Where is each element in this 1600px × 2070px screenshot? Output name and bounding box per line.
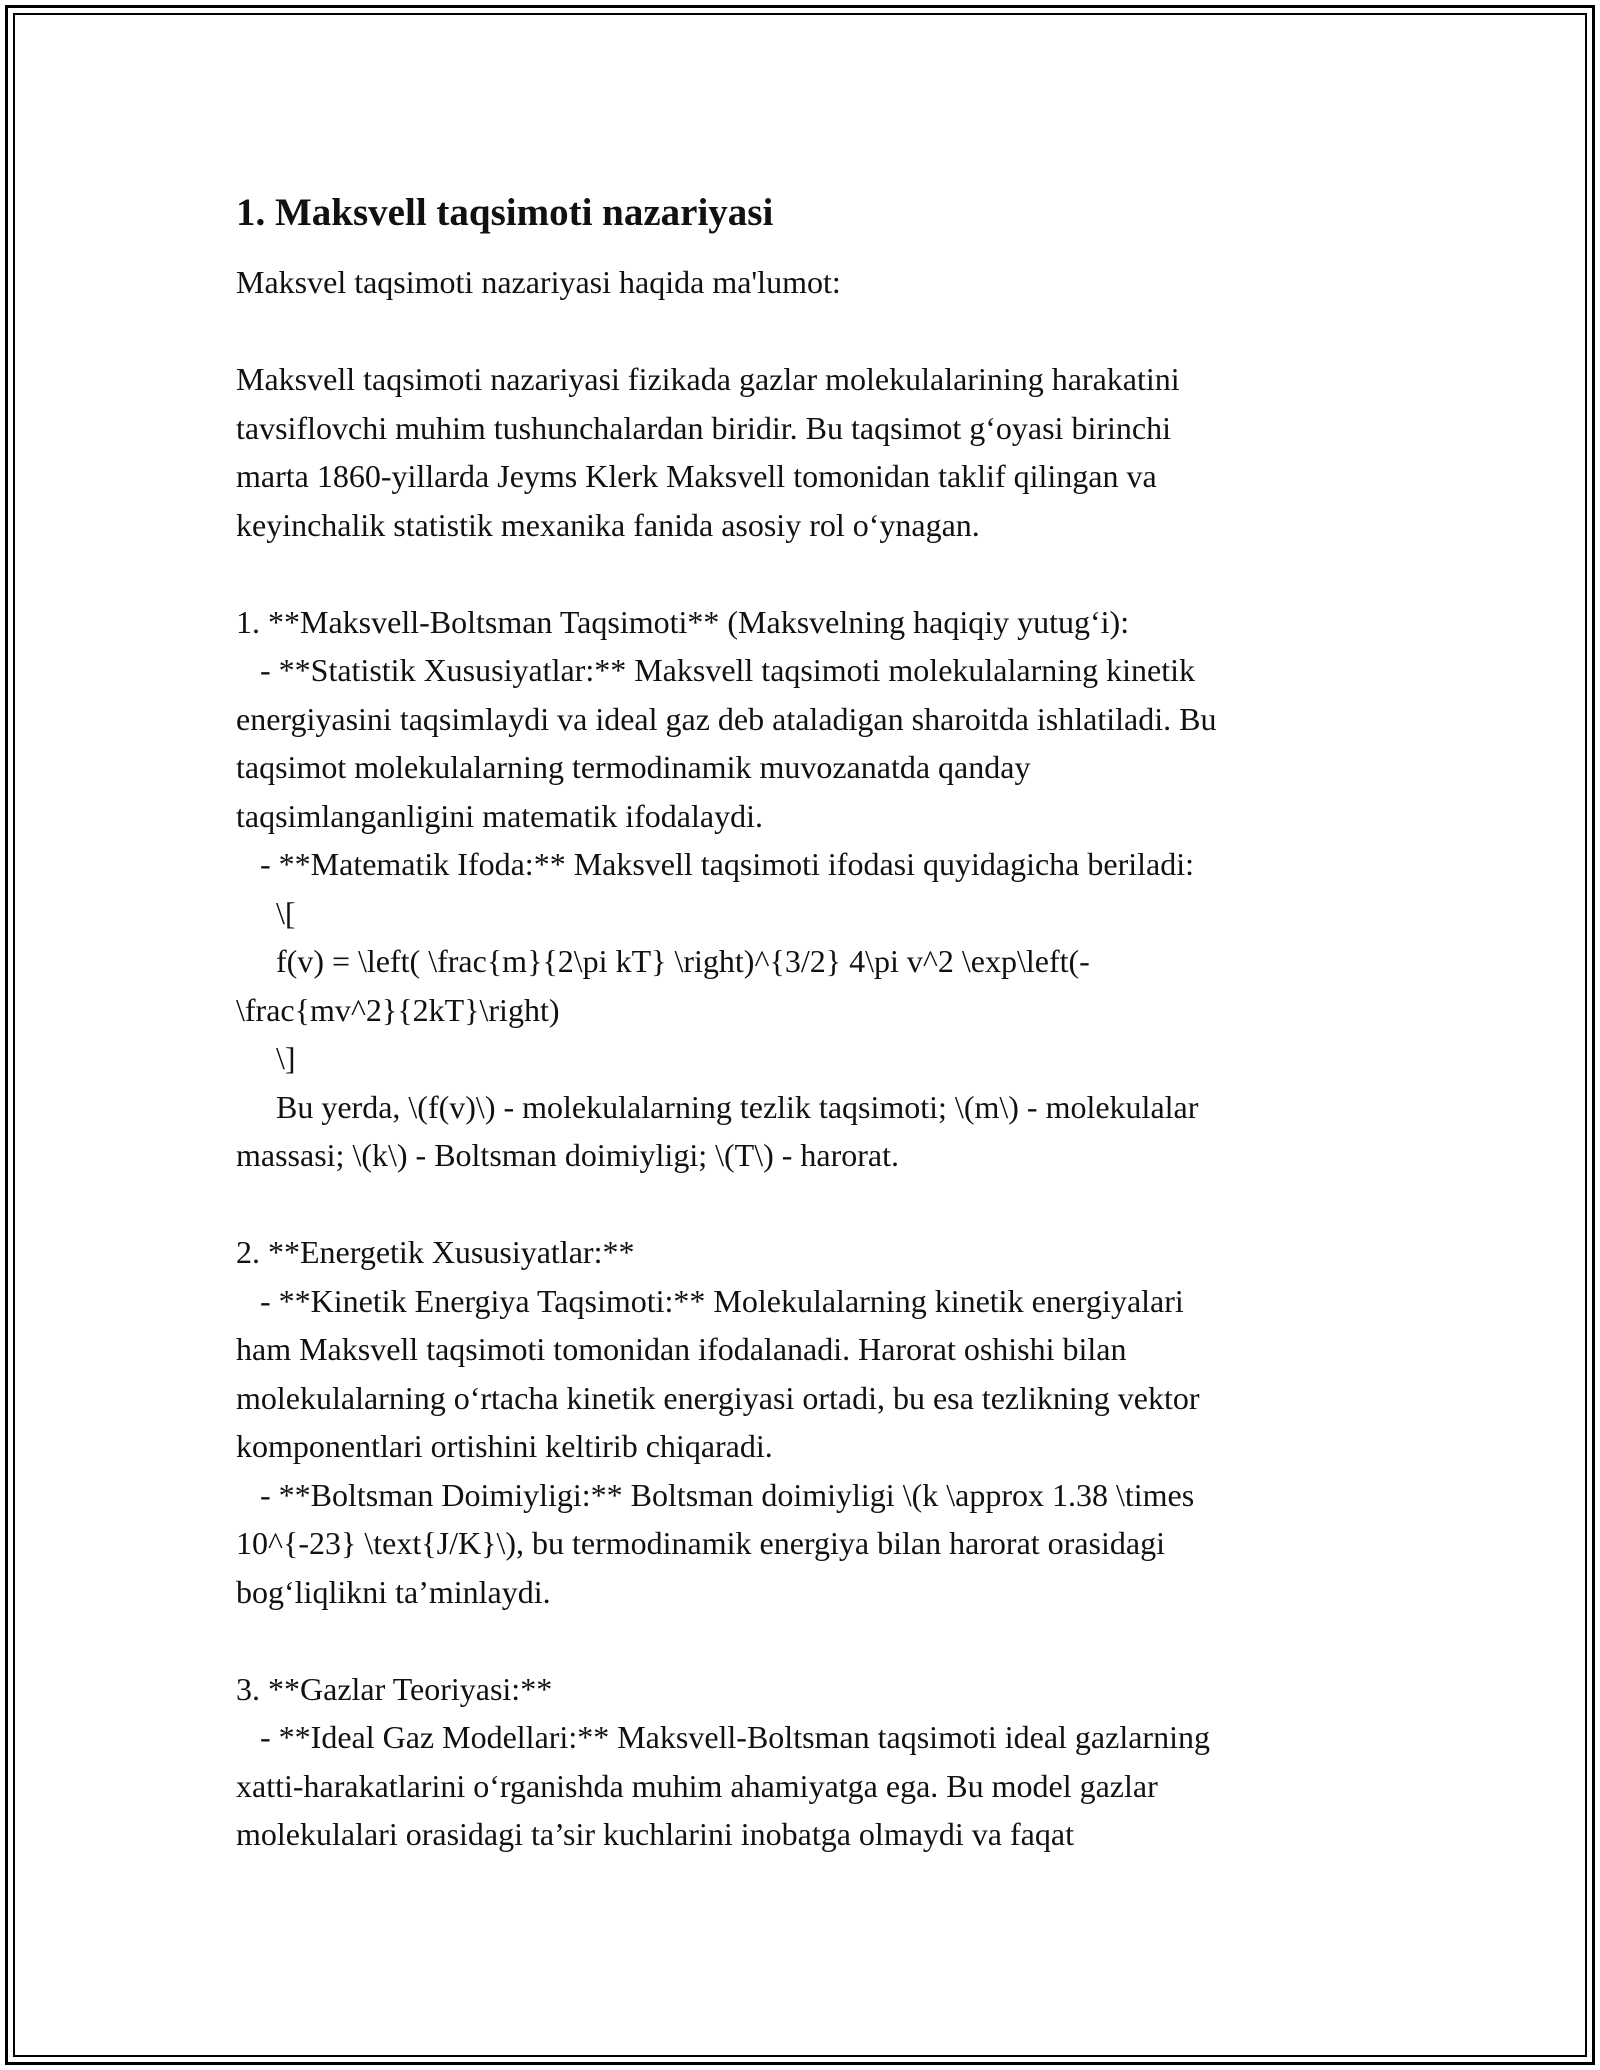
text-line: molekulalari orasidagi ta’sir kuchlarini inobatga olmaydi va faqat [236,1816,1074,1852]
text-line: - **Kinetik Energiya Taqsimoti:** Molekulalarning kinetik energiyalari [236,1282,1184,1319]
text-line: \frac{mv^2}{2kT}\right) [236,991,560,1028]
text-line: 2. **Energetik Xususiyatlar:** [236,1234,635,1270]
text-line: Maksvell taqsimoti nazariyasi fizikada gazlar molekulalarining harakatini [236,361,1180,397]
text-line: 3. **Gazlar Teoriyasi:** [236,1670,553,1707]
text-line: keyinchalik statistik mexanika fanida asosiy rol o‘ynagan. [236,506,980,543]
text-line: - **Boltsman Doimiyligi:** Boltsman doimiyligi \(k \approx 1.38 \times [236,1476,1195,1513]
text-line: ham Maksvell taqsimoti tomonidan ifodalanadi. Harorat oshishi bilan [236,1331,1127,1367]
text-line: marta 1860-yillarda Jeyms Klerk Maksvell tomonidan taklif qilingan va [236,458,1157,494]
text-line: taqsimot molekulalarning termodinamik muvozanatda qanday [236,749,1031,785]
document-text [236,258,1386,1859]
blank-line [236,1616,1386,1665]
document-title: 1. Maksvell taqsimoti nazariyasi [236,191,774,234]
text-line: taqsimlanganligini matematik ifodalaydi. [236,797,763,834]
text-line: 10^{-23} \text{J/K}\), bu termodinamik energiya bilan harorat orasidagi [236,1525,1165,1561]
text-line: Bu yerda, \(f(v)\) - molekulalarning tezlik taqsimoti; \(m\) - molekulalar [236,1088,1199,1125]
text-line: xatti-harakatlarini o‘rganishda muhim ahamiyatga ega. Bu model gazlar [236,1767,1158,1804]
blank-line [236,307,1386,356]
text-line: 1. **Maksvell-Boltsman Taqsimoti** (Maksvelning haqiqiy yutug‘i): [236,603,1130,640]
document-body [236,188,1386,1859]
text-line: energiyasini taqsimlaydi va ideal gaz deb ataladigan sharoitda ishlatiladi. Bu [236,700,1217,737]
text-line: - **Matematik Ifoda:** Maksvell taqsimoti ifodasi quyidagicha beriladi: [236,846,1194,882]
text-line: \[ [236,894,296,931]
text-line: komponentlari ortishini keltirib chiqaradi. [236,1428,773,1464]
text-line: \] [236,1040,296,1076]
blank-line [236,549,1386,598]
text-line: molekulalarning o‘rtacha kinetik energiyasi ortadi, bu esa tezlikning vektor [236,1379,1200,1416]
text-line: - **Statistik Xususiyatlar:** Maksvell taqsimoti molekulalarning kinetik [236,652,1195,688]
blank-line [236,1180,1386,1229]
text-line: massasi; \(k\) - Boltsman doimiyligi; \(T\) - harorat. [236,1137,899,1173]
text-line: f(v) = \left( \frac{m}{2\pi kT} \right)^{3/2} 4\pi v^2 \exp\left(- [236,943,1090,979]
text-line: tavsiflovchi muhim tushunchalardan biridir. Bu taqsimot g‘oyasi birinchi [236,409,1171,446]
text-line: bog‘liqlikni ta’minlaydi. [236,1573,551,1610]
text-line: Maksvel taqsimoti nazariyasi haqida ma'lumot: [236,264,841,300]
text-line: - **Ideal Gaz Modellari:** Maksvell-Boltsman taqsimoti ideal gazlarning [236,1719,1210,1755]
